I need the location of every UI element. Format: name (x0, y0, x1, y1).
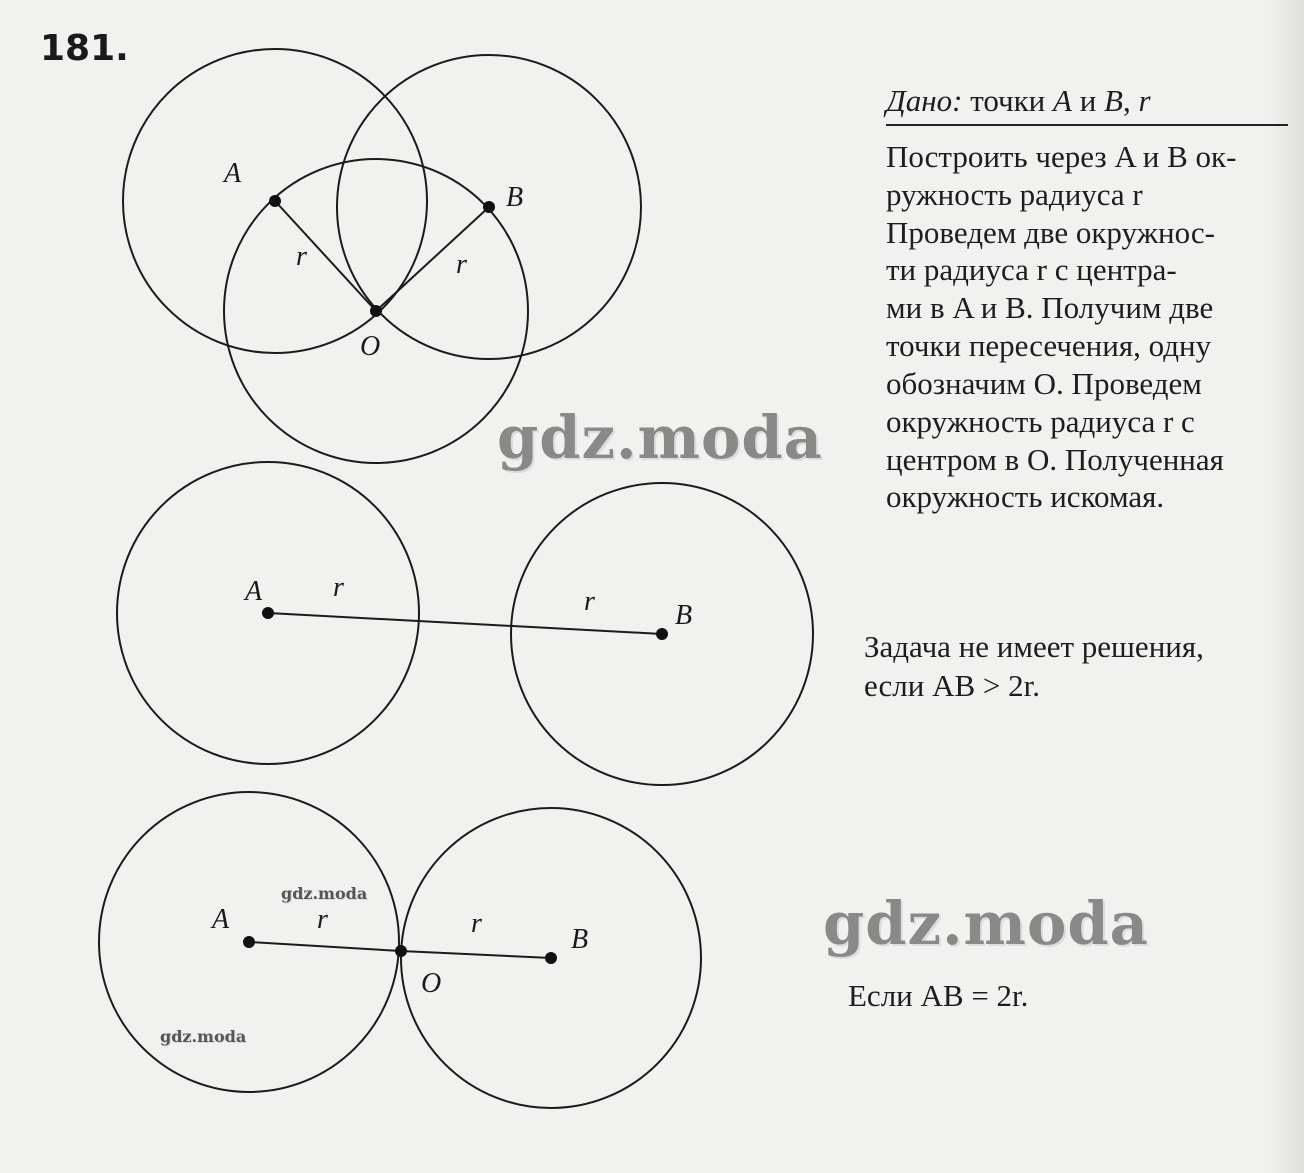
label-b-middle: B (675, 600, 693, 631)
label-b-bottom: B (571, 924, 589, 955)
solution-line-8: окружность радиуса r с (886, 403, 1195, 439)
watermark-small-top: gdz.moda (281, 884, 368, 903)
solution-line-3: Проведем две окружнос- (886, 214, 1215, 250)
given-radius: r (1138, 83, 1151, 118)
segment-ao-top (275, 201, 376, 311)
point-b-top (483, 201, 495, 213)
no-solution-line-2: если AB > 2r. (864, 667, 1041, 703)
given-label: Дано: (886, 83, 963, 118)
solution-line-6: точки пересечения, одну (886, 328, 1212, 364)
bottom-points (243, 936, 557, 964)
point-b-middle (656, 628, 668, 640)
label-r-top-left: r (296, 241, 307, 272)
given-statement (886, 82, 1256, 120)
segment-ob-bottom (401, 951, 551, 958)
point-a-top (269, 195, 281, 207)
solution-line-4: ти радиуса r с центра- (886, 252, 1177, 288)
solution-line-5: ми в A и B. Получим две (886, 290, 1214, 326)
top-construction (123, 49, 641, 463)
label-r-middle-left: r (333, 572, 344, 603)
label-o-bottom: O (421, 968, 442, 999)
watermark-large-top: gdz.moda (497, 403, 823, 472)
label-r-bottom-left: r (317, 904, 328, 935)
given-point-b: B (1104, 83, 1123, 118)
label-b-top: B (506, 182, 524, 213)
given-comma: , (1122, 83, 1139, 118)
problem-number: 181. (40, 28, 129, 69)
equal-case-statement: Если AB = 2r. (848, 978, 1029, 1013)
middle-construction (117, 462, 813, 785)
segment-bo-top (376, 207, 489, 311)
segment-ab-middle (268, 613, 662, 634)
no-solution-line-1: Задача не имеет решения, (864, 629, 1204, 664)
point-a-middle (262, 607, 274, 619)
given-point-a: A (1053, 83, 1072, 118)
solution-line-1: Построить через A и B ок- (886, 139, 1237, 174)
point-b-bottom (545, 952, 557, 964)
solution-line-10: окружность искомая. (886, 479, 1165, 515)
label-o-top: O (360, 331, 381, 362)
label-a-bottom: A (212, 904, 230, 935)
label-a-top: A (224, 158, 242, 189)
given-and: и (1071, 83, 1105, 118)
label-r-top-right: r (456, 249, 467, 280)
label-r-bottom-right: r (471, 908, 482, 939)
watermark-large-bottom: gdz.moda (823, 889, 1149, 958)
point-a-bottom (243, 936, 255, 948)
no-solution-statement (864, 628, 1274, 706)
watermark-small-bottom: gdz.moda (160, 1027, 247, 1046)
solution-line-9: центром в O. Полученная (886, 441, 1224, 477)
given-text: точки (962, 83, 1054, 118)
point-o-bottom (395, 945, 407, 957)
solution-line-2: ружность радиуса r (886, 176, 1143, 212)
segment-ao-bottom (249, 942, 401, 951)
solution-text (886, 138, 1290, 516)
label-a-middle: A (245, 576, 263, 607)
point-o-top (370, 305, 382, 317)
given-divider (886, 124, 1288, 126)
label-r-middle-right: r (584, 586, 595, 617)
solution-line-7: обозначим O. Проведем (886, 365, 1202, 401)
